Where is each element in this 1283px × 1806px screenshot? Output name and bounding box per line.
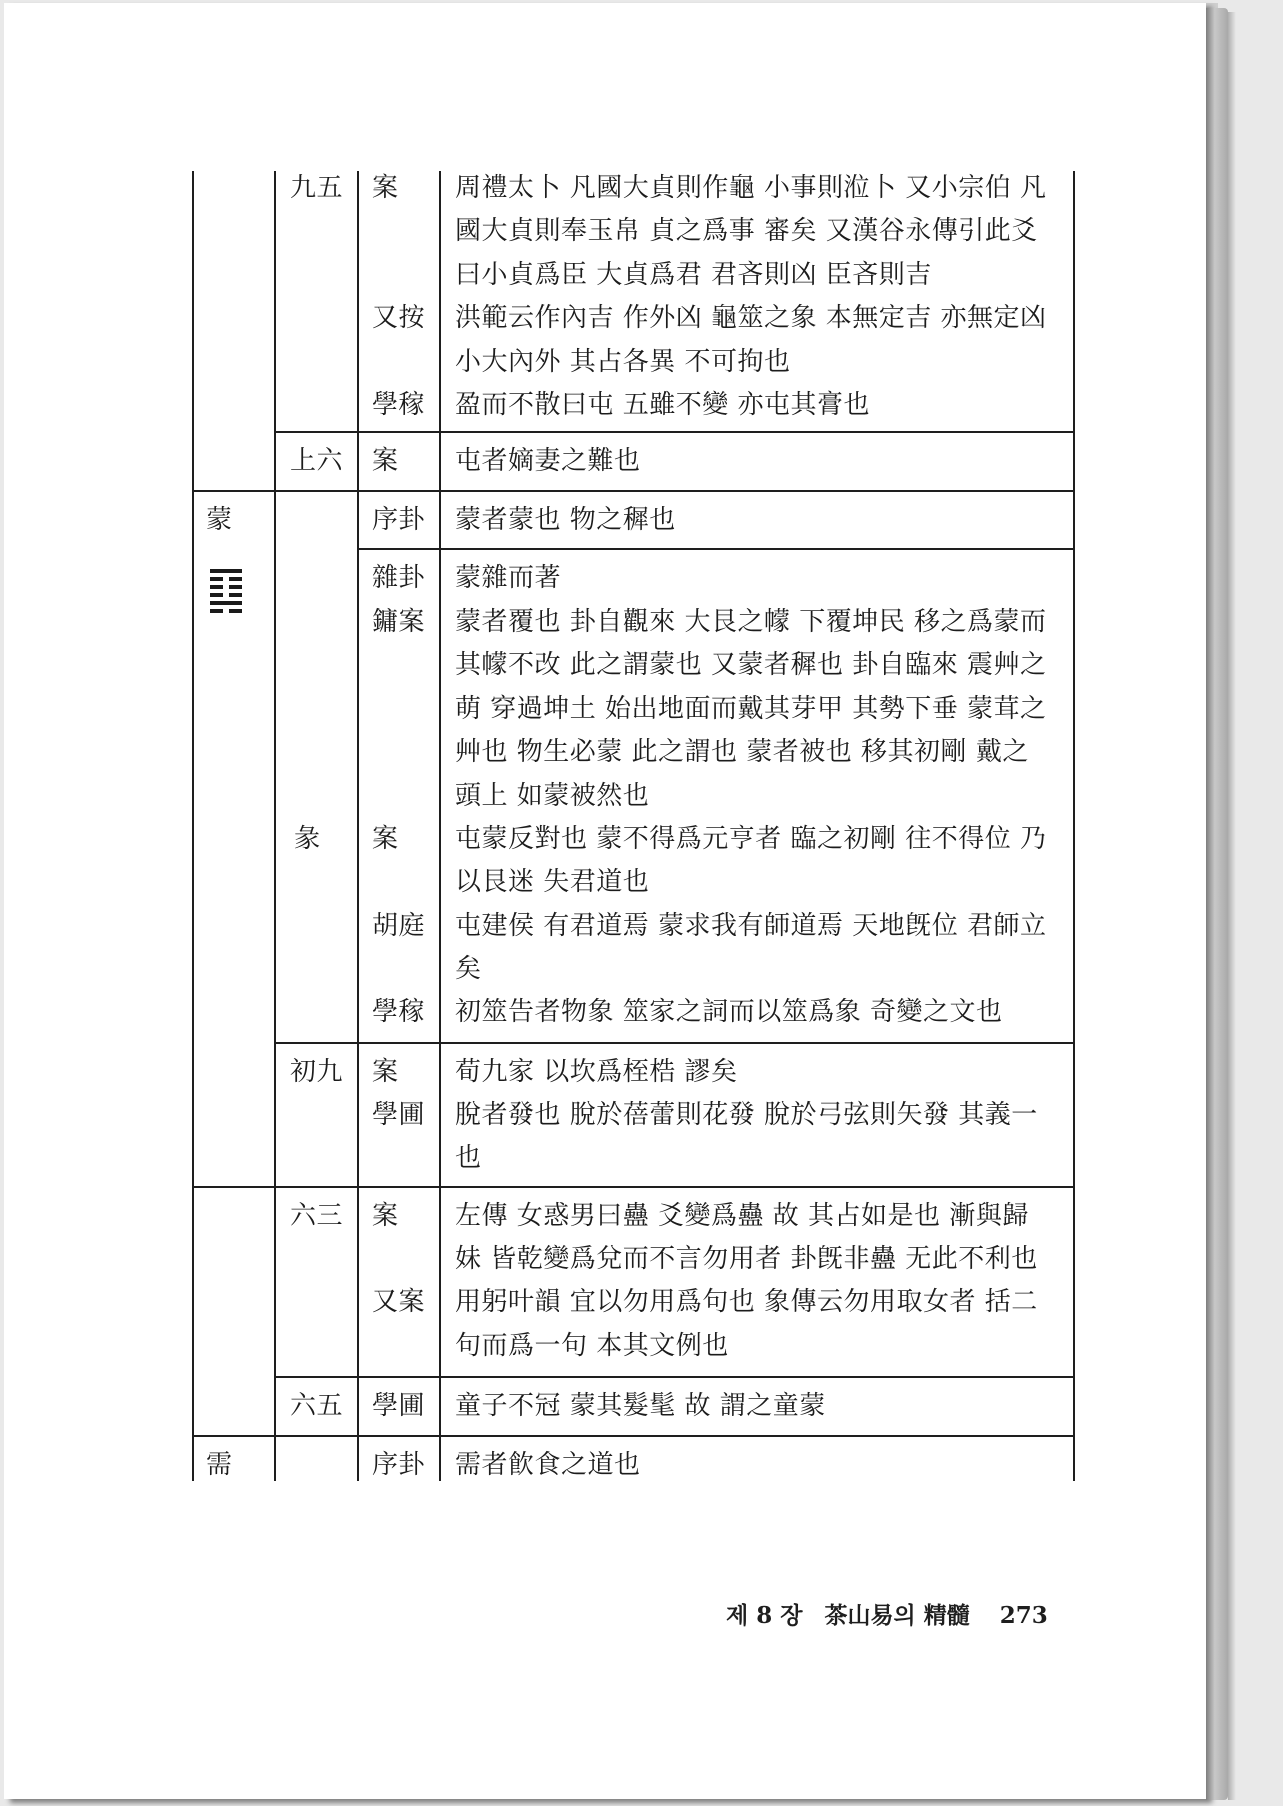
meng-hexagram-icon <box>210 569 242 617</box>
commentary-text: 初筮告者物象 筮家之詞而以筮爲象 奇變之文也 <box>455 997 1003 1027</box>
commentary-label: 序卦 <box>372 1450 426 1480</box>
hexagram-name: 需 <box>206 1450 233 1480</box>
commentary-text: 其幪不改 此之謂蒙也 又蒙者穉也 卦自臨來 震艸之 <box>455 650 1047 680</box>
commentary-text: 洪範云作內吉 作外凶 龜筮之象 本無定吉 亦無定凶 <box>455 303 1047 333</box>
commentary-text: 曰小貞爲臣 大貞爲君 君吝則凶 臣吝則吉 <box>455 260 932 290</box>
row-divider <box>274 1376 1075 1378</box>
commentary-text: 蒙者覆也 卦自觀來 大艮之幪 下覆坤民 移之爲蒙而 <box>455 607 1047 637</box>
commentary-text: 用躬叶韻 宜以勿用爲句也 象傳云勿用取女者 括二 <box>455 1287 1038 1317</box>
commentary-text: 也 <box>455 1143 482 1173</box>
commentary-label: 學稼 <box>372 390 426 420</box>
column-divider-2 <box>357 171 359 1481</box>
row-divider <box>192 1435 1075 1437</box>
page-footer <box>726 1597 1046 1630</box>
commentary-text: 以艮迷 失君道也 <box>455 867 650 897</box>
commentary-label: 胡庭 <box>372 911 426 941</box>
chapter-label: 제 8 장 <box>726 1602 803 1629</box>
commentary-label: 序卦 <box>372 505 426 535</box>
commentary-label: 學圃 <box>372 1391 426 1421</box>
commentary-text: 頭上 如蒙被然也 <box>455 781 650 811</box>
chapter-title: 茶山易의 精髓 <box>824 1602 970 1629</box>
commentary-label: 案 <box>372 446 399 476</box>
commentary-label: 案 <box>372 1057 399 1087</box>
commentary-text: 荀九家 以坎爲桎梏 謬矣 <box>455 1057 738 1087</box>
row-divider <box>274 431 1075 433</box>
commentary-text: 屯蒙反對也 蒙不得爲元亨者 臨之初剛 往不得位 乃 <box>455 824 1047 854</box>
table-border-right <box>1073 171 1075 1481</box>
line-position: 上六 <box>290 446 344 476</box>
page-edge-shadow <box>1228 12 1236 1800</box>
commentary-text: 國大貞則奉玉帛 貞之爲事 審矣 又漢谷永傳引此爻 <box>455 216 1038 246</box>
commentary-text: 艸也 物生必蒙 此之謂也 蒙者被也 移其初剛 戴之 <box>455 737 1029 767</box>
commentary-label: 案 <box>372 173 399 203</box>
commentary-label: 學稼 <box>372 997 426 1027</box>
book-page <box>4 3 1206 1799</box>
commentary-text: 需者飮食之道也 <box>455 1450 641 1480</box>
commentary-text: 小大內外 其占各異 不可拘也 <box>455 347 791 377</box>
commentary-label: 案 <box>372 1201 399 1231</box>
commentary-text: 童子不冠 蒙其髮髦 故 謂之童蒙 <box>455 1391 826 1421</box>
table-border-left <box>192 171 194 1481</box>
row-divider <box>192 490 1075 492</box>
line-position: 六三 <box>290 1201 344 1231</box>
line-position: 九五 <box>290 173 344 203</box>
row-divider <box>357 548 1075 550</box>
commentary-label: 又案 <box>372 1287 426 1317</box>
column-divider-3 <box>439 171 441 1481</box>
commentary-label: 案 <box>372 824 399 854</box>
page-number: 273 <box>999 1602 1048 1629</box>
commentary-text: 屯建侯 有君道焉 蒙求我有師道焉 天地旣位 君師立 <box>455 911 1047 941</box>
commentary-text: 屯者嫡妻之難也 <box>455 446 641 476</box>
hexagram-name: 蒙 <box>206 505 233 535</box>
commentary-text: 句而爲一句 本其文例也 <box>455 1331 729 1361</box>
commentary-label: 又按 <box>372 303 426 333</box>
commentary-text: 脫者發也 脫於蓓蕾則花發 脫於弓弦則矢發 其義一 <box>455 1100 1038 1130</box>
commentary-text: 萌 穿過坤土 始出地面而戴其芽甲 其勢下垂 蒙茸之 <box>455 694 1047 724</box>
commentary-text: 矣 <box>455 954 482 984</box>
commentary-text: 盈而不散曰屯 五雖不變 亦屯其膏也 <box>455 390 871 420</box>
commentary-label: 雜卦 <box>372 563 426 593</box>
page-edge <box>1206 8 1228 1800</box>
column-divider-1 <box>274 171 276 1481</box>
line-position: 六五 <box>290 1391 344 1421</box>
commentary-label: 學圃 <box>372 1100 426 1130</box>
line-position: 彖 <box>294 824 321 854</box>
commentary-text: 左傳 女惑男曰蠱 爻變爲蠱 故 其占如是也 漸與歸 <box>455 1201 1029 1231</box>
commentary-text: 蒙者蒙也 物之穉也 <box>455 505 676 535</box>
row-divider <box>274 1042 1075 1044</box>
commentary-text: 周禮太卜 凡國大貞則作龜 小事則涖卜 又小宗伯 凡 <box>455 173 1047 203</box>
commentary-text: 妹 皆乾變爲兌而不言勿用者 卦旣非蠱 无此不利也 <box>455 1244 1038 1274</box>
commentary-text: 蒙雜而著 <box>455 563 562 593</box>
line-position: 初九 <box>290 1057 344 1087</box>
row-divider <box>192 1186 1075 1188</box>
commentary-label: 鏞案 <box>372 607 426 637</box>
